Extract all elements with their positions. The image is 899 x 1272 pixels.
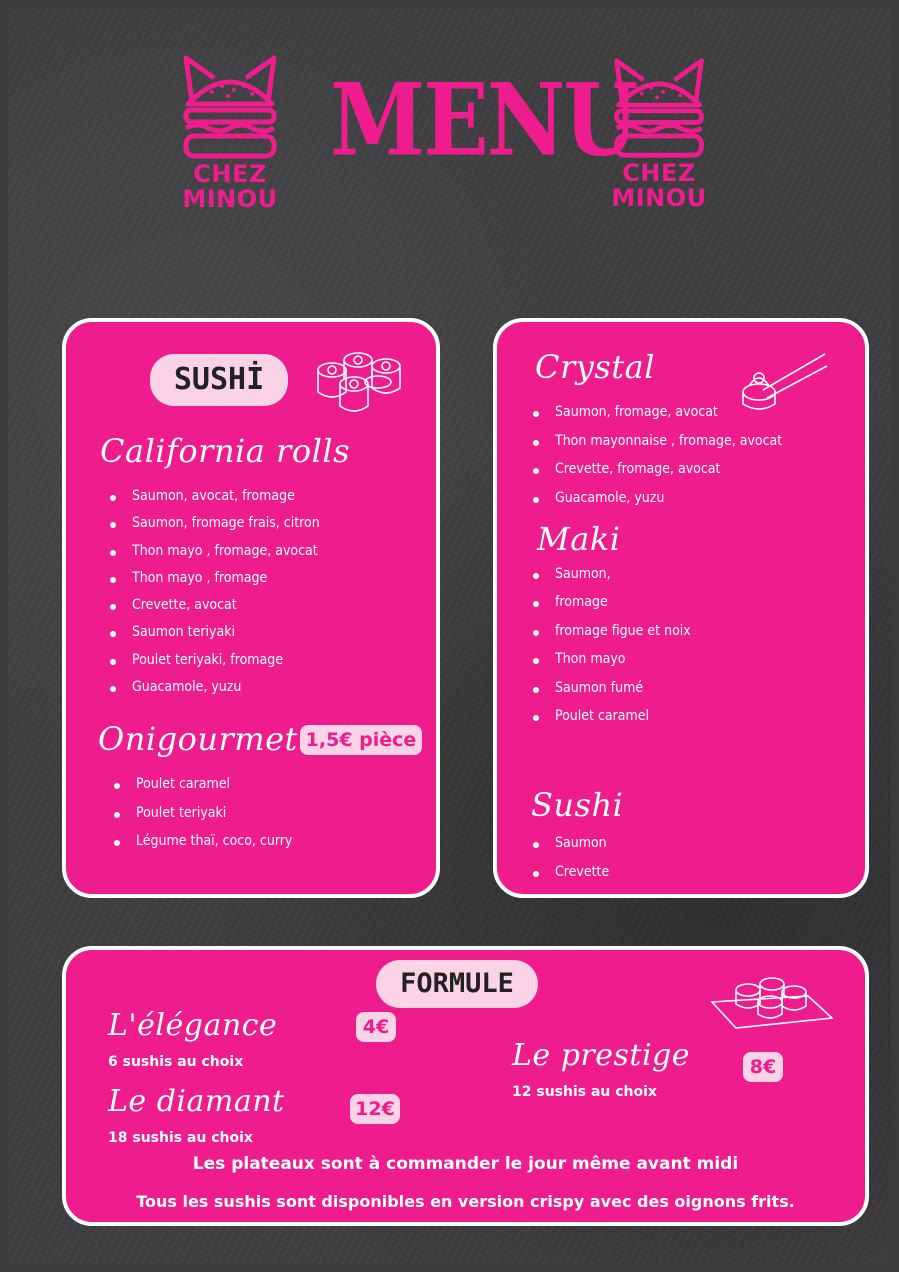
note-order: Les plateaux sont à commander le jour même avant midi bbox=[192, 1154, 739, 1174]
list-item: Saumon, avocat, fromage bbox=[110, 488, 430, 515]
sushi-list bbox=[533, 835, 863, 892]
prestige-name: Le prestige bbox=[512, 1038, 691, 1073]
prestige-price: 8€ bbox=[743, 1052, 783, 1082]
logo-right bbox=[604, 55, 714, 215]
list-item: Poulet teriyaki, fromage bbox=[110, 652, 430, 679]
list-item: Thon mayo , fromage, avocat bbox=[110, 543, 430, 570]
onigourmet-price: 1,5€ pièce bbox=[300, 725, 422, 755]
sushi-heading: Sushi bbox=[531, 786, 624, 824]
elegance-desc: 6 sushis au choix bbox=[108, 1054, 244, 1070]
prestige-desc: 12 sushis au choix bbox=[512, 1084, 657, 1100]
list-item: Saumon teriyaki bbox=[110, 624, 430, 651]
list-item: Crevette, fromage, avocat bbox=[533, 461, 863, 490]
formule-card bbox=[62, 946, 869, 1226]
brand-line1: CHEZ bbox=[622, 159, 696, 187]
sushi-rolls-icon bbox=[302, 342, 422, 418]
california-heading: California rolls bbox=[100, 432, 350, 470]
note-crispy: Tous les sushis sont disponibles en version crispy avec des oignons frits. bbox=[136, 1192, 795, 1211]
list-item: Poulet teriyaki bbox=[114, 805, 414, 834]
list-item: Saumon bbox=[533, 835, 863, 864]
elegance-name: L'élégance bbox=[108, 1008, 278, 1043]
list-item: Crevette, avocat bbox=[110, 597, 430, 624]
diamant-name: Le diamant bbox=[108, 1084, 285, 1119]
maki-heading: Maki bbox=[537, 520, 621, 558]
sushi-card bbox=[62, 318, 440, 898]
brand-line1: CHEZ bbox=[193, 160, 267, 188]
maki-list bbox=[533, 566, 863, 736]
list-item: Guacamole, yuzu bbox=[533, 490, 863, 519]
list-item: Thon mayo bbox=[533, 651, 863, 679]
diamant-desc: 18 sushis au choix bbox=[108, 1130, 253, 1146]
cat-burger-icon bbox=[178, 52, 282, 162]
list-item: fromage bbox=[533, 594, 863, 622]
list-item: Saumon, bbox=[533, 566, 863, 594]
crystal-list bbox=[533, 404, 863, 519]
sushi-platter-icon bbox=[708, 966, 836, 1036]
list-item: Poulet caramel bbox=[533, 708, 863, 736]
page-title: MENU bbox=[330, 62, 637, 179]
list-item: Thon mayo , fromage bbox=[110, 570, 430, 597]
brand-line2: MINOU bbox=[182, 185, 278, 213]
sushi-title-pill: SUSHİ bbox=[150, 354, 288, 406]
diamant-price: 12€ bbox=[350, 1094, 400, 1124]
rolls-card bbox=[493, 318, 869, 898]
onigourmet-heading: Onigourmet bbox=[98, 720, 298, 758]
list-item: Légume thaï, coco, curry bbox=[114, 833, 414, 862]
list-item: Thon mayonnaise , fromage, avocat bbox=[533, 433, 863, 462]
list-item: Guacamole, yuzu bbox=[110, 679, 430, 706]
list-item: Saumon, fromage frais, citron bbox=[110, 515, 430, 542]
california-list bbox=[110, 488, 430, 706]
crystal-heading: Crystal bbox=[535, 348, 655, 386]
list-item: Crevette bbox=[533, 864, 863, 893]
elegance-price: 4€ bbox=[356, 1012, 396, 1042]
list-item: Poulet caramel bbox=[114, 776, 414, 805]
list-item: Saumon, fromage, avocat bbox=[533, 404, 863, 433]
brand-line2: MINOU bbox=[611, 184, 707, 212]
cat-burger-icon bbox=[607, 55, 711, 161]
onigourmet-list bbox=[114, 776, 414, 862]
list-item: Saumon fumé bbox=[533, 680, 863, 708]
logo-left bbox=[175, 52, 285, 212]
formule-title-pill: FORMULE bbox=[376, 960, 538, 1008]
list-item: fromage figue et noix bbox=[533, 623, 863, 651]
